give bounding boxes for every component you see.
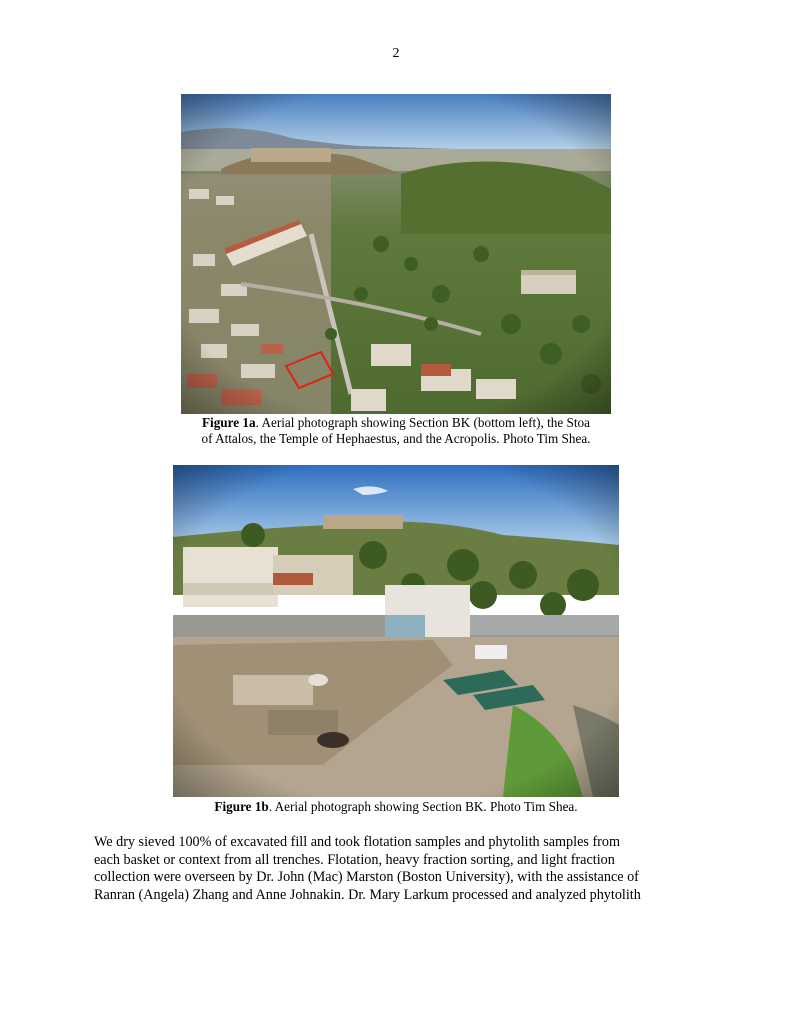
figure-label: Figure 1b — [214, 799, 269, 814]
body-paragraph — [94, 834, 702, 904]
caption-line: of Attalos, the Temple of Hephaestus, and the Acropolis. Photo Tim Shea. — [201, 431, 591, 446]
page-number: 2 — [392, 46, 400, 61]
figure-1a-photo — [181, 94, 611, 414]
body-line: We dry sieved 100% of excavated fill and took flotation samples and phytolith samples from — [94, 834, 621, 850]
caption-line: . Aerial photograph showing Section BK (bottom left), the Stoa — [255, 415, 590, 430]
figure-1a-caption — [150, 415, 642, 447]
figure-1b-photo — [173, 465, 619, 797]
figure-1b-caption — [100, 799, 692, 815]
figure-label: Figure 1a — [201, 415, 256, 430]
body-line: collection were overseen by Dr. John (Mac) Marston (Boston University), with the assistance of — [94, 869, 639, 886]
caption-line: . Aerial photograph showing Section BK. Photo Tim Shea. — [268, 799, 578, 814]
body-line: each basket or context from all trenches. Flotation, heavy fraction sorting, and light fraction — [94, 851, 615, 868]
body-line: Ranran (Angela) Zhang and Anne Johnakin. Dr. Mary Larkum processed and analyzed phytolith — [94, 886, 641, 903]
